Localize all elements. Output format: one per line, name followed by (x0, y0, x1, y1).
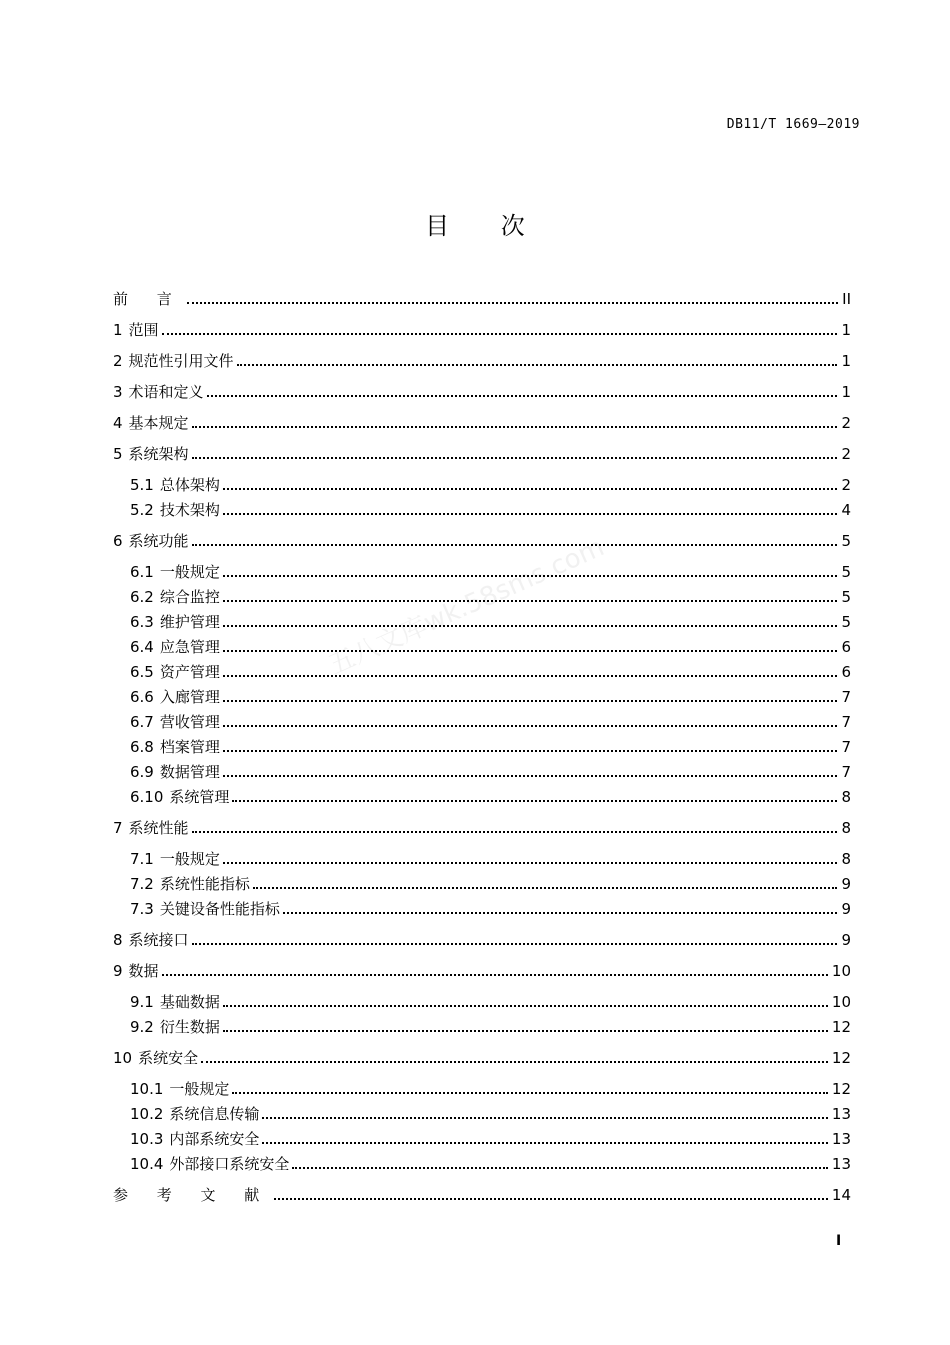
toc-entry[interactable] (130, 498, 851, 520)
toc-entry-title: 营收管理 (159, 713, 220, 731)
toc-entry-number: 2 (113, 352, 123, 370)
toc-entry-page: 1 (841, 321, 851, 339)
toc-entry-page: 9 (841, 875, 851, 893)
toc-entry-number: 6.8 (130, 738, 154, 756)
toc-entry-page: 5 (841, 588, 851, 606)
toc-entry-number: 6.1 (130, 563, 154, 581)
toc-entry-title: 总体架构 (159, 476, 220, 494)
toc-entry-title: 数据管理 (159, 763, 220, 781)
toc-entry-number: 6.9 (130, 763, 154, 781)
dot-leader (262, 1117, 827, 1119)
dot-leader (201, 1061, 828, 1063)
toc-entry-title: 内部系统安全 (169, 1130, 260, 1148)
toc-entry[interactable] (130, 685, 851, 707)
toc-entry-number: 6.4 (130, 638, 154, 656)
toc-entry-page: 4 (841, 501, 851, 519)
toc-entry-page: 7 (841, 713, 851, 731)
toc-entry-number: 6.5 (130, 663, 154, 681)
toc-entry-page: 13 (831, 1105, 851, 1123)
toc-entry[interactable] (130, 1102, 851, 1124)
dot-leader (223, 513, 838, 515)
toc-entry-title: 基础数据 (159, 993, 220, 1011)
dot-leader (232, 800, 837, 802)
toc-entry-page: 12 (831, 1049, 851, 1067)
toc-entry-title: 范围 (128, 321, 159, 339)
toc-entry-title: 前 言 (113, 290, 184, 308)
toc-entry-page: 1 (841, 383, 851, 401)
toc-entry-number: 9.1 (130, 993, 154, 1011)
toc-entry[interactable] (130, 785, 851, 807)
toc-entry-page: 14 (831, 1186, 851, 1204)
toc-entry-page: 2 (841, 445, 851, 463)
toc-entry[interactable] (130, 735, 851, 757)
toc-entry-number: 7 (113, 819, 123, 837)
toc-entry-page: 13 (831, 1155, 851, 1173)
toc-entry[interactable] (130, 990, 851, 1012)
toc-entry[interactable] (130, 635, 851, 657)
dot-leader (192, 457, 838, 459)
toc-entry-number: 10.2 (130, 1105, 164, 1123)
dot-leader (223, 675, 838, 677)
dot-leader (162, 974, 828, 976)
dot-leader (223, 700, 838, 702)
toc-entry-number: 8 (113, 931, 123, 949)
dot-leader (223, 862, 838, 864)
toc-entry-page: 9 (841, 931, 851, 949)
toc-entry-number: 4 (113, 414, 123, 432)
toc-entry-page: 2 (841, 414, 851, 432)
toc-entry[interactable] (113, 318, 851, 340)
toc-entry-number: 7.1 (130, 850, 154, 868)
toc-entry-number: 5.2 (130, 501, 154, 519)
dot-leader (283, 912, 838, 914)
toc-entry-number: 6.3 (130, 613, 154, 631)
toc-entry-number: 1 (113, 321, 123, 339)
toc-entry[interactable] (130, 897, 851, 919)
toc-entry-page: 10 (831, 993, 851, 1011)
toc-entry-page: 8 (841, 850, 851, 868)
toc-entry[interactable] (130, 847, 851, 869)
toc-entry-number: 6.10 (130, 788, 164, 806)
dot-leader (223, 625, 838, 627)
document-code: DB11/T 1669—2019 (726, 117, 860, 132)
toc-entry-page: 8 (841, 819, 851, 837)
toc-entry-number: 6.2 (130, 588, 154, 606)
toc-entry-page: 7 (841, 688, 851, 706)
toc-entry-number: 7.3 (130, 900, 154, 918)
toc-entry[interactable] (130, 710, 851, 732)
dot-leader (207, 395, 838, 397)
dot-leader (223, 650, 838, 652)
toc-entry-number: 5.1 (130, 476, 154, 494)
toc-entry-title: 系统功能 (128, 532, 189, 550)
toc-entry-title: 系统架构 (128, 445, 189, 463)
dot-leader (223, 488, 838, 490)
toc-entry-number: 9.2 (130, 1018, 154, 1036)
toc-entry-title: 资产管理 (159, 663, 220, 681)
dot-leader (192, 943, 838, 945)
toc-entry-number: 9 (113, 962, 123, 980)
toc-entry[interactable] (113, 349, 851, 371)
dot-leader (192, 426, 838, 428)
toc-entry[interactable] (113, 928, 851, 950)
dot-leader (223, 575, 838, 577)
toc-entry-title: 关键设备性能指标 (159, 900, 280, 918)
toc-entry-page: 2 (841, 476, 851, 494)
toc-entry-page: II (842, 290, 851, 308)
toc-entry-number: 6.7 (130, 713, 154, 731)
toc-entry[interactable] (113, 529, 851, 551)
toc-entry-title: 系统性能指标 (159, 875, 250, 893)
toc-entry-number: 5 (113, 445, 123, 463)
toc-entry[interactable] (130, 872, 851, 894)
toc-entry-number: 7.2 (130, 875, 154, 893)
toc-entry[interactable] (113, 959, 851, 981)
toc-entry-page: 9 (841, 900, 851, 918)
toc-entry[interactable] (113, 287, 851, 309)
toc-entry-page: 12 (831, 1080, 851, 1098)
toc-entry[interactable] (113, 1183, 851, 1205)
toc-entry-title: 综合监控 (159, 588, 220, 606)
toc-entry-title: 一般规定 (159, 563, 220, 581)
toc-entry-title: 术语和定义 (128, 383, 204, 401)
dot-leader (162, 333, 838, 335)
toc-entry[interactable] (113, 380, 851, 402)
toc-entry-page: 7 (841, 763, 851, 781)
toc-entry[interactable] (130, 473, 851, 495)
toc-entry-number: 10.4 (130, 1155, 164, 1173)
toc-entry[interactable] (130, 610, 851, 632)
dot-leader (292, 1167, 827, 1169)
dot-leader (192, 544, 838, 546)
toc-entry-title: 维护管理 (159, 613, 220, 631)
toc-entry[interactable] (113, 442, 851, 464)
dot-leader (187, 302, 838, 304)
toc-entry-number: 3 (113, 383, 123, 401)
toc-entry-page: 10 (831, 962, 851, 980)
dot-leader (223, 1005, 828, 1007)
toc-entry-page: 5 (841, 563, 851, 581)
dot-leader (223, 600, 838, 602)
toc-entry-title: 应急管理 (159, 638, 220, 656)
toc-entry-page: 6 (841, 638, 851, 656)
toc-entry-title: 一般规定 (169, 1080, 230, 1098)
toc-entry-title: 技术架构 (159, 501, 220, 519)
toc-entry-page: 8 (841, 788, 851, 806)
toc-entry-page: 5 (841, 613, 851, 631)
toc-entry-title: 基本规定 (128, 414, 189, 432)
dot-leader (232, 1092, 827, 1094)
watermark: 五八文库wk.58sms.com (324, 532, 609, 681)
dot-leader (223, 750, 838, 752)
toc-entry-title: 规范性引用文件 (128, 352, 234, 370)
toc-entry-number: 6 (113, 532, 123, 550)
toc-entry-title: 参 考 文 献 (113, 1186, 272, 1204)
dot-leader (253, 887, 838, 889)
toc-entry[interactable] (130, 1152, 851, 1174)
dot-leader (262, 1142, 827, 1144)
dot-leader (192, 831, 838, 833)
toc-entry-title: 外部接口系统安全 (169, 1155, 290, 1173)
toc-entry-number: 10.3 (130, 1130, 164, 1148)
toc-entry[interactable] (130, 660, 851, 682)
dot-leader (223, 725, 838, 727)
toc-entry-title: 衍生数据 (159, 1018, 220, 1036)
page-title: 目 次 (425, 212, 547, 240)
toc-entry[interactable] (113, 1046, 851, 1068)
toc-entry-title: 一般规定 (159, 850, 220, 868)
toc-entry[interactable] (130, 1127, 851, 1149)
toc-entry[interactable] (113, 816, 851, 838)
dot-leader (237, 364, 838, 366)
toc-entry[interactable] (130, 1015, 851, 1037)
toc-entry-page: 1 (841, 352, 851, 370)
toc-entry-title: 系统信息传输 (169, 1105, 260, 1123)
toc-entry[interactable] (130, 585, 851, 607)
toc-entry-number: 6.6 (130, 688, 154, 706)
toc-entry-page: 5 (841, 532, 851, 550)
toc-entry[interactable] (130, 560, 851, 582)
toc-entry-page: 6 (841, 663, 851, 681)
toc-entry-title: 入廊管理 (159, 688, 220, 706)
toc-entry-title: 系统安全 (138, 1049, 199, 1067)
toc-entry-number: 10.1 (130, 1080, 164, 1098)
toc-entry-page: 7 (841, 738, 851, 756)
toc-entry-title: 档案管理 (159, 738, 220, 756)
toc-entry[interactable] (130, 760, 851, 782)
toc-entry-number: 10 (113, 1049, 133, 1067)
toc-entry-title: 系统管理 (169, 788, 230, 806)
toc-entry-page: 13 (831, 1130, 851, 1148)
toc-entry[interactable] (113, 411, 851, 433)
toc-entry-title: 系统性能 (128, 819, 189, 837)
dot-leader (274, 1198, 828, 1200)
dot-leader (223, 1030, 828, 1032)
toc-entry[interactable] (130, 1077, 851, 1099)
toc-entry-page: 12 (831, 1018, 851, 1036)
toc-entry-title: 系统接口 (128, 931, 189, 949)
toc-entry-title: 数据 (128, 962, 159, 980)
dot-leader (223, 775, 838, 777)
page-number: I (836, 1233, 842, 1249)
